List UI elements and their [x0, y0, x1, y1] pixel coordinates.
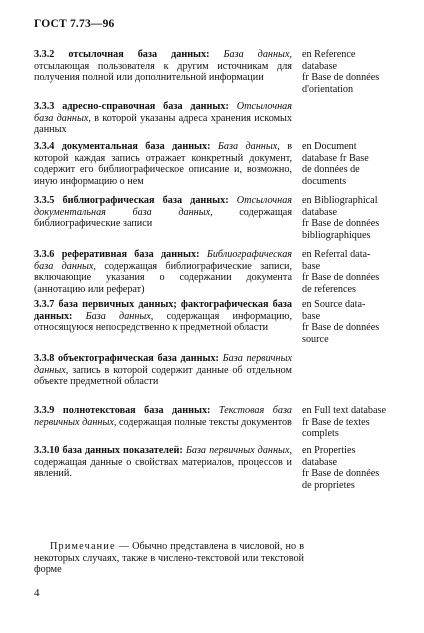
definition-entry — [34, 299, 292, 334]
entry-number: 3.3.9 — [34, 405, 55, 416]
entry-term: адресно-справочная база данных: — [62, 101, 229, 112]
entry-synonym: База первичных данных, — [185, 445, 293, 456]
standard-header: ГОСТ 7.73—96 — [34, 18, 115, 30]
entry-number: 3.3.2 — [34, 49, 55, 60]
definition-entry — [34, 353, 292, 388]
equivalent-line: de references — [302, 284, 357, 296]
equivalent-line: en Full text database — [302, 405, 387, 416]
equivalent-line: database — [302, 206, 338, 218]
equivalent-line: fr Base de données — [302, 72, 380, 84]
entry-definition: содержащая полные тексты документов — [118, 416, 292, 428]
equivalent-line: en Document — [302, 141, 357, 152]
definition-entry — [34, 249, 292, 296]
foreign-equivalents — [302, 299, 412, 346]
definition-entry — [34, 49, 292, 84]
entry-definition: запись в которой содержит данные об отдельном объекте предметной области — [34, 364, 292, 388]
equivalent-line: en Referral data- — [302, 249, 371, 260]
equivalent-line: en Reference — [302, 49, 356, 60]
entry-synonym: Текстовая база первичных данных, — [34, 405, 293, 428]
entry-number: 3.3.4 — [34, 141, 55, 152]
equivalent-line: de données de — [302, 164, 360, 176]
foreign-equivalents — [302, 249, 412, 296]
entry-term: библиографическая база данных: — [62, 195, 229, 206]
entry-definition: содержащая данные о свойствах материалов, процессов и явлений. — [34, 456, 292, 480]
foreign-equivalents — [302, 49, 412, 96]
definition-entry — [34, 195, 292, 230]
equivalent-line: en Source data- — [302, 299, 366, 310]
entry-synonym: Библиографическая база данных, — [34, 249, 293, 272]
entry-term: база данных показателей: — [62, 445, 183, 456]
equivalent-line: en Bibliographical — [302, 195, 378, 206]
equivalent-line: documents — [302, 176, 347, 188]
equivalent-line: base — [302, 260, 321, 272]
equivalent-line: bibliographiques — [302, 230, 371, 242]
equivalent-line: database — [302, 456, 338, 468]
equivalent-line: database — [302, 60, 338, 72]
equivalent-line: fr Base de données — [302, 272, 380, 284]
equivalent-line: fr Base de données — [302, 218, 380, 230]
entry-number: 3.3.8 — [34, 353, 55, 364]
entry-synonym: База данных, — [223, 49, 293, 60]
foreign-equivalents — [302, 141, 412, 188]
entry-synonym: Отсылочная база данных, — [34, 101, 293, 124]
entry-term: полнотекстовая база данных: — [62, 405, 211, 416]
foreign-equivalents — [302, 195, 412, 242]
entry-number: 3.3.6 — [34, 249, 55, 260]
entry-definition: в которой каждая запись отражает конкретный документ, содержит его библиографическое описание и, возможно, иную информацию о нем — [34, 141, 292, 188]
equivalent-line: fr Base de données — [302, 468, 380, 480]
equivalent-line: d'orientation — [302, 84, 354, 96]
entry-definition: в которой указаны адреса хранения искомых данных — [34, 112, 292, 136]
entry-synonym: База данных, — [217, 141, 280, 152]
entry-definition: содержащая библиографические записи — [34, 206, 292, 230]
equivalent-line: fr Base de textes — [302, 416, 370, 428]
footnote — [34, 541, 304, 576]
equivalent-line: de proprietes — [302, 480, 355, 492]
entry-synonym: Отсылочная документальная база данных, — [34, 195, 293, 218]
entry-number: 3.3.10 — [34, 445, 60, 456]
entry-term: база первичных данных; фактографическая база данных: — [34, 299, 292, 322]
entry-term: объектографическая база данных: — [58, 353, 219, 364]
definition-entry — [34, 445, 292, 480]
equivalent-line: base — [302, 310, 321, 322]
entry-term: реферативная база данных: — [61, 249, 200, 260]
entry-term: отсылочная база данных: — [68, 49, 210, 60]
entry-number: 3.3.7 — [34, 299, 55, 310]
equivalent-line: database fr Base — [302, 152, 369, 164]
foreign-equivalents — [302, 445, 412, 492]
equivalent-line: en Properties — [302, 445, 356, 456]
definition-entry — [34, 141, 292, 188]
entry-term: документальная база данных: — [61, 141, 211, 152]
entry-definition: содержащая информацию, относящуюся непосредственно к предметной области — [34, 310, 293, 334]
entry-synonym: База первичных данных, — [34, 353, 293, 376]
entry-definition: содержащая библиографические записи, включающие указания о содержании документа (аннотацию или реферат) — [34, 260, 292, 296]
definition-entry — [34, 405, 292, 428]
entry-number: 3.3.3 — [34, 101, 55, 112]
entry-synonym: База данных, — [85, 310, 154, 322]
entry-definition: отсылающая пользователя к другим источникам для получения полной или дополнительной информации — [34, 60, 292, 84]
page-number: 4 — [34, 587, 40, 599]
entry-number: 3.3.5 — [34, 195, 55, 206]
equivalent-line: complets — [302, 428, 339, 440]
definition-entry — [34, 101, 292, 136]
foreign-equivalents — [302, 405, 412, 440]
note-text: — Обычно представлена в числовой, но в некоторых случаях, также в числено-текстовой или текстовой форме — [34, 541, 305, 576]
equivalent-line: fr Base de données — [302, 322, 380, 334]
note-label: Примечание — [50, 541, 116, 552]
equivalent-line: source — [302, 334, 329, 346]
